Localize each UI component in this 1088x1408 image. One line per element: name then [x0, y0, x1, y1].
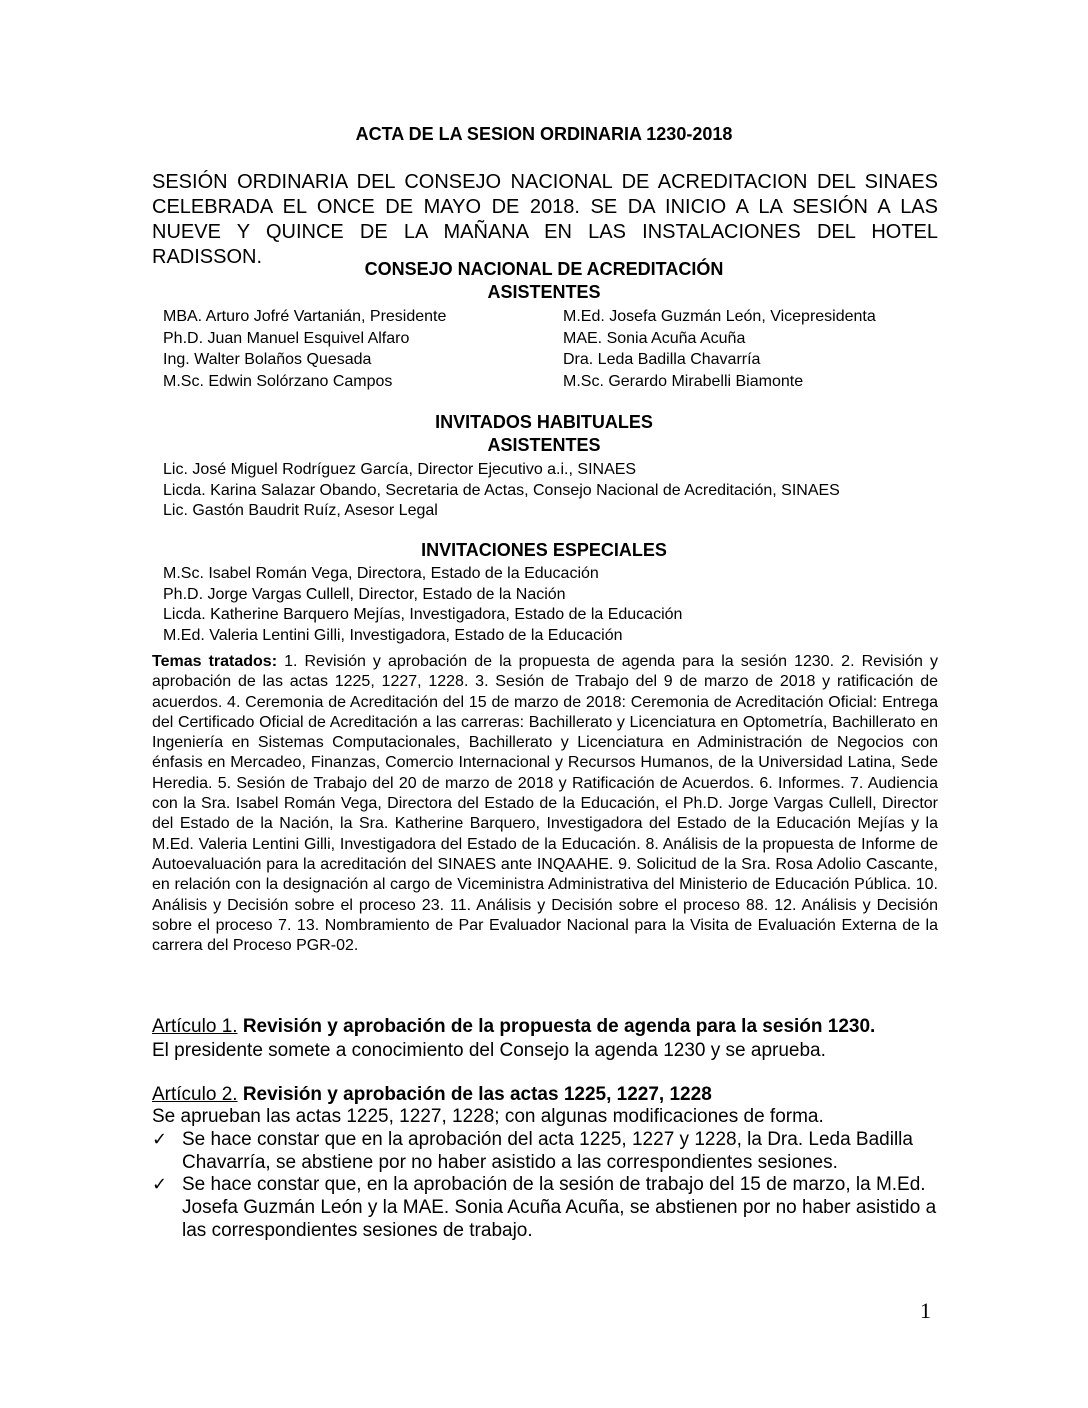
special-guest-item: M.Sc. Isabel Román Vega, Directora, Estado de la Educación	[163, 565, 599, 582]
attendee-left: Ing. Walter Bolaños Quesada	[163, 351, 372, 368]
attendee-right: M.Sc. Gerardo Mirabelli Biamonte	[563, 372, 804, 390]
attendee-left: Ph.D. Juan Manuel Esquivel Alfaro	[163, 329, 410, 347]
check-item-text: Se hace constar que, en la aprobación de la sesión de trabajo del 15 de marzo, la M.Ed. Josefa Guzmán León y la MAE. Sonia Acuña Acuña, se abstienen por no haber asistido a las correspondientes sesiones de trabajo.	[182, 1174, 937, 1241]
guests-list	[163, 460, 840, 522]
attendee-right: M.Ed. Josefa Guzmán León, Vicepresidenta	[563, 308, 876, 325]
topics-label: Temas tratados:	[152, 653, 278, 670]
topics-text: 1. Revisión y aprobación de la propuesta de agenda para la sesión 1230. 2. Revisión y aprobación de las actas 1225, 1227, 1228. 3. Sesión de Trabajo del 9 de marzo de 2018 y ratificación de acuerdos. 4. Ceremonia de Acreditación del 15 de marzo de 2018: Ceremonia de Acreditación Oficial: Entrega del Certificado Oficial de Acreditación a las carreras: Bachillerato y Licenciatura en Optometría, Bachillerato en Ingeniería en Sistemas Computacionales, Bachillerato y Licenciatura en Administración de Negocios con énfasis en Mercadeo, Finanzas, Comercio Internacional y Recursos Humanos, de la Universidad Latina, Sede Heredia. 5. Sesión de Trabajo del 20 de marzo de 2018 y Ratificación de Acuerdos. 6. Informes. 7. Audiencia con la Sra. Isabel Román Vega, Directora del Estado de la Educación, el Ph.D. Jorge Vargas Cullell, Director del Estado de la Nación, la Sra. Katherine Barquero, Investigadora del Estado de la Educación Mejías y la M.Ed. Valeria Lentini Gilli, Investigadora del Estado de la Educación. 8. Análisis de la propuesta de Informe de Autoevaluación para la acreditación del SINAES ante INQAAHE. 9. Solicitud de la Sra. Rosa Adolio Cascante, en relación con la designación al cargo de Viceministra Administrativa del Ministerio de Educación Pública. 10. Análisis y Decisión sobre el proceso 23. 11. Análisis y Decisión sobre el proceso 88. 12. Análisis y Decisión sobre el proceso 7. 13. Nombramiento de Par Evaluador Nacional para la Visita de Evaluación Externa de la carrera del Proceso PGR-02.	[152, 653, 938, 955]
topics-paragraph	[152, 652, 938, 956]
special-invitations-list	[163, 564, 682, 646]
article-2-heading	[152, 1083, 938, 1106]
check-item	[152, 1128, 938, 1174]
article-2-title: Revisión y aprobación de las actas 1225, 1227, 1228	[237, 1084, 712, 1105]
document-title: ACTA DE LA SESION ORDINARIA 1230-2018	[355, 124, 733, 144]
attendee-left: M.Sc. Edwin Solórzano Campos	[163, 372, 393, 390]
guests-heading: INVITADOS HABITUALES	[435, 412, 653, 432]
council-attendees-list	[163, 306, 923, 392]
council-attendees-heading: ASISTENTES	[487, 282, 601, 302]
check-item-text: Se hace constar que en la aprobación del acta 1225, 1227 y 1228, la Dra. Leda Badilla Chavarría, se abstiene por no haber asistido a las correspondientes sesiones.	[182, 1129, 913, 1173]
article-2-check-list	[152, 1173, 938, 1242]
attendee-left: MBA. Arturo Jofré Vartanián, Presidente	[163, 308, 447, 325]
article-2-check-list	[152, 1128, 938, 1174]
article-1-heading	[152, 1015, 938, 1038]
attendee-right: Dra. Leda Badilla Chavarría	[563, 351, 761, 368]
guests-attendees-heading: ASISTENTES	[487, 435, 601, 455]
article-1-title: Revisión y aprobación de la propuesta de agenda para la sesión 1230.	[237, 1016, 876, 1037]
page-number: 1	[920, 1298, 931, 1323]
intro-paragraph: SESIÓN ORDINARIA DEL CONSEJO NACIONAL DE ACREDITACION DEL SINAES CELEBRADA EL ONCE DE MAYO DE 2018. SE DA INICIO A LA SESIÓN A LAS NUEVE Y QUINCE DE LA MAÑANA EN LAS INSTALACIONES DEL HOTEL RADISSON.	[152, 171, 938, 268]
checkmark-icon: ✓	[152, 1174, 168, 1194]
council-heading: CONSEJO NACIONAL DE ACREDITACIÓN	[364, 259, 724, 279]
guest-item: Licda. Karina Salazar Obando, Secretaria de Actas, Consejo Nacional de Acreditación, SINAES	[163, 481, 840, 499]
guest-item: Lic. Gastón Baudrit Ruíz, Asesor Legal	[163, 502, 438, 519]
special-guest-item: Ph.D. Jorge Vargas Cullell, Director, Estado de la Nación	[163, 585, 566, 603]
guest-item: Lic. José Miguel Rodríguez García, Director Ejecutivo a.i., SINAES	[163, 461, 637, 478]
article-1-label: Artículo 1.	[152, 1016, 238, 1037]
special-guest-item: M.Ed. Valeria Lentini Gilli, Investigadora, Estado de la Educación	[163, 626, 623, 644]
checkmark-icon: ✓	[152, 1129, 168, 1149]
article-2-text: Se aprueban las actas 1225, 1227, 1228; con algunas modificaciones de forma.	[152, 1106, 824, 1127]
special-invitations-heading: INVITACIONES ESPECIALES	[421, 540, 667, 560]
attendee-right: MAE. Sonia Acuña Acuña	[563, 329, 746, 347]
check-item	[152, 1173, 938, 1242]
article-2-label: Artículo 2.	[152, 1084, 238, 1105]
special-guest-item: Licda. Katherine Barquero Mejías, Investigadora, Estado de la Educación	[163, 606, 683, 623]
article-1-text: El presidente somete a conocimiento del Consejo la agenda 1230 y se aprueba.	[152, 1040, 826, 1061]
